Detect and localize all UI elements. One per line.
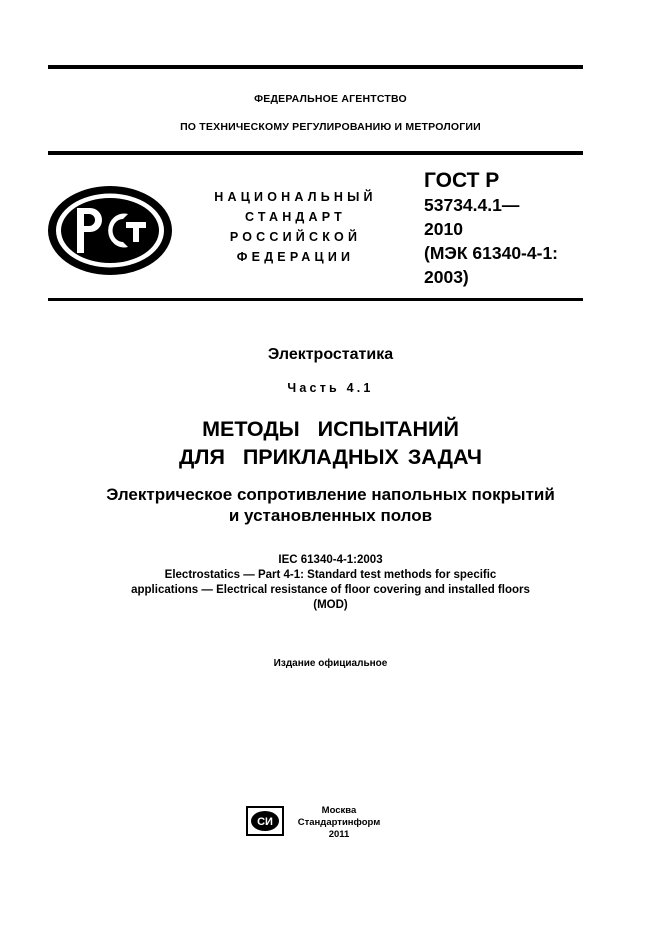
iec-line-2: Electrostatics — Part 4-1: Standard test methods for specific bbox=[164, 569, 497, 581]
national-standard-label bbox=[188, 187, 403, 267]
agency-line-2: ПО ТЕХНИЧЕСКОМУ РЕГУЛИРОВАНИЮ И МЕТРОЛОГИИ bbox=[180, 121, 481, 133]
publisher-city: Москва bbox=[321, 805, 357, 816]
gost-line-1: ГОСТ Р bbox=[424, 169, 500, 192]
bottom-header-rule bbox=[48, 298, 583, 301]
gost-designation bbox=[424, 169, 558, 289]
top-rule bbox=[48, 65, 583, 69]
edition-label: Издание официальное bbox=[273, 658, 388, 669]
national-standard-line-3: РОССИЙСКОЙ bbox=[229, 230, 362, 244]
publisher-logo-text: СИ bbox=[257, 816, 273, 828]
rst-certification-logo-icon bbox=[46, 184, 174, 277]
iec-reference bbox=[0, 553, 661, 613]
iec-line-4: (MOD) bbox=[313, 599, 348, 611]
main-title-line-2: ДЛЯ ПРИКЛАДНЫХ ЗАДАЧ bbox=[179, 445, 482, 469]
gost-line-3: 2010 bbox=[424, 219, 463, 239]
publisher-year: 2011 bbox=[328, 829, 350, 840]
main-title bbox=[0, 415, 661, 471]
gost-line-4: (МЭК 61340-4-1: bbox=[424, 243, 559, 263]
national-standard-line-1: НАЦИОНАЛЬНЫЙ bbox=[214, 190, 377, 204]
subtitle-line-1: Электрическое сопротивление напольных покрытий bbox=[106, 485, 555, 504]
subtitle-line-2: и установленных полов bbox=[228, 506, 433, 525]
gost-line-5: 2003) bbox=[424, 267, 469, 287]
agency-line-1: ФЕДЕРАЛЬНОЕ АГЕНТСТВО bbox=[254, 93, 407, 105]
subtitle bbox=[0, 484, 661, 526]
iec-line-3: applications — Electrical resistance of floor covering and installed floors bbox=[131, 584, 530, 596]
part-title: Часть 4.1 bbox=[287, 381, 374, 395]
subject-title: Электростатика bbox=[267, 346, 394, 363]
publisher-block bbox=[294, 805, 384, 841]
header-rule bbox=[48, 151, 583, 155]
standartinform-logo-icon bbox=[246, 806, 284, 836]
publisher-name: Стандартинформ bbox=[297, 817, 381, 828]
iec-line-1: IEC 61340-4-1:2003 bbox=[278, 554, 383, 566]
national-standard-line-2: СТАНДАРТ bbox=[245, 210, 346, 224]
gost-line-2: 53734.4.1— bbox=[424, 195, 520, 215]
main-title-line-1: МЕТОДЫ ИСПЫТАНИЙ bbox=[202, 417, 459, 441]
national-standard-line-4: ФЕДЕРАЦИИ bbox=[236, 250, 355, 264]
